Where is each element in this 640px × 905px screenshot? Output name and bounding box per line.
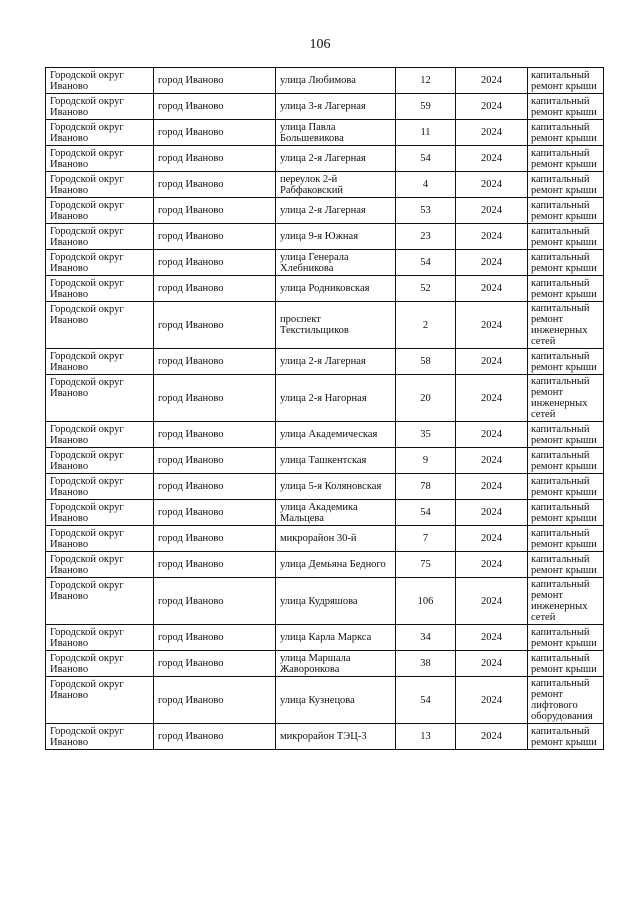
table-row [46,375,604,422]
district-cell: Городской округ Иваново [46,349,154,375]
table-row [46,552,604,578]
table-row [46,578,604,625]
city-cell: город Иваново [154,448,276,474]
city-cell: город Иваново [154,276,276,302]
year-cell: 2024 [456,448,528,474]
table-row [46,474,604,500]
house-number-cell: 35 [396,422,456,448]
district-cell: Городской округ Иваново [46,724,154,750]
district-cell: Городской округ Иваново [46,302,154,349]
table-row [46,526,604,552]
district-cell: Городской округ Иваново [46,198,154,224]
city-cell: город Иваново [154,422,276,448]
work-type-cell: капитальный ремонт крыши [528,250,604,276]
district-cell: Городской округ Иваново [46,94,154,120]
year-cell: 2024 [456,120,528,146]
work-type-cell: капитальный ремонт крыши [528,474,604,500]
district-cell: Городской округ Иваново [46,526,154,552]
city-cell: город Иваново [154,224,276,250]
street-cell: переулок 2-й Рабфаковский [276,172,396,198]
district-cell: Городской округ Иваново [46,677,154,724]
work-type-cell: капитальный ремонт инженерных сетей [528,578,604,625]
work-type-cell: капитальный ремонт крыши [528,68,604,94]
table-row [46,120,604,146]
street-cell: улица Любимова [276,68,396,94]
district-cell: Городской округ Иваново [46,276,154,302]
work-type-cell: капитальный ремонт крыши [528,724,604,750]
table-row [46,172,604,198]
house-number-cell: 4 [396,172,456,198]
street-cell: улица Ташкентская [276,448,396,474]
table-row [46,146,604,172]
house-number-cell: 13 [396,724,456,750]
city-cell: город Иваново [154,724,276,750]
street-cell: улица 2-я Нагорная [276,375,396,422]
street-cell: улица Генерала Хлебникова [276,250,396,276]
city-cell: город Иваново [154,651,276,677]
house-number-cell: 75 [396,552,456,578]
street-cell: улица Родниковская [276,276,396,302]
year-cell: 2024 [456,677,528,724]
house-number-cell: 11 [396,120,456,146]
street-cell: микрорайон ТЭЦ-3 [276,724,396,750]
house-number-cell: 23 [396,224,456,250]
district-cell: Городской округ Иваново [46,651,154,677]
house-number-cell: 54 [396,500,456,526]
table-row [46,276,604,302]
year-cell: 2024 [456,94,528,120]
table-row [46,625,604,651]
table-row [46,224,604,250]
city-cell: город Иваново [154,302,276,349]
district-cell: Городской округ Иваново [46,120,154,146]
work-type-cell: капитальный ремонт крыши [528,500,604,526]
work-type-cell: капитальный ремонт инженерных сетей [528,302,604,349]
table-row [46,349,604,375]
house-number-cell: 9 [396,448,456,474]
year-cell: 2024 [456,250,528,276]
district-cell: Городской округ Иваново [46,146,154,172]
year-cell: 2024 [456,224,528,250]
year-cell: 2024 [456,651,528,677]
work-type-cell: капитальный ремонт крыши [528,276,604,302]
district-cell: Городской округ Иваново [46,422,154,448]
house-number-cell: 54 [396,146,456,172]
table-row [46,94,604,120]
table-row [46,68,604,94]
house-number-cell: 54 [396,250,456,276]
street-cell: улица 2-я Лагерная [276,349,396,375]
year-cell: 2024 [456,578,528,625]
street-cell: улица 2-я Лагерная [276,146,396,172]
district-cell: Городской округ Иваново [46,68,154,94]
year-cell: 2024 [456,198,528,224]
year-cell: 2024 [456,375,528,422]
city-cell: город Иваново [154,474,276,500]
city-cell: город Иваново [154,500,276,526]
street-cell: улица Академическая [276,422,396,448]
year-cell: 2024 [456,349,528,375]
work-type-cell: капитальный ремонт крыши [528,198,604,224]
city-cell: город Иваново [154,68,276,94]
house-number-cell: 59 [396,94,456,120]
works-table [45,67,604,750]
street-cell: улица 2-я Лагерная [276,198,396,224]
street-cell: улица 5-я Коляновская [276,474,396,500]
work-type-cell: капитальный ремонт крыши [528,224,604,250]
city-cell: город Иваново [154,625,276,651]
city-cell: город Иваново [154,526,276,552]
table-row [46,500,604,526]
year-cell: 2024 [456,500,528,526]
district-cell: Городской округ Иваново [46,375,154,422]
year-cell: 2024 [456,474,528,500]
work-type-cell: капитальный ремонт крыши [528,94,604,120]
year-cell: 2024 [456,625,528,651]
work-type-cell: капитальный ремонт лифтового оборудования [528,677,604,724]
table-row [46,302,604,349]
year-cell: 2024 [456,302,528,349]
street-cell: улица Кузнецова [276,677,396,724]
district-cell: Городской округ Иваново [46,250,154,276]
street-cell: проспект Текстильщиков [276,302,396,349]
city-cell: город Иваново [154,349,276,375]
year-cell: 2024 [456,552,528,578]
year-cell: 2024 [456,276,528,302]
street-cell: улица Маршала Жаворонкова [276,651,396,677]
work-type-cell: капитальный ремонт крыши [528,172,604,198]
work-type-cell: капитальный ремонт инженерных сетей [528,375,604,422]
district-cell: Городской округ Иваново [46,172,154,198]
city-cell: город Иваново [154,677,276,724]
district-cell: Городской округ Иваново [46,552,154,578]
district-cell: Городской округ Иваново [46,500,154,526]
work-type-cell: капитальный ремонт крыши [528,146,604,172]
street-cell: улица Павла Большевикова [276,120,396,146]
city-cell: город Иваново [154,250,276,276]
city-cell: город Иваново [154,578,276,625]
table-row [46,651,604,677]
city-cell: город Иваново [154,120,276,146]
work-type-cell: капитальный ремонт крыши [528,526,604,552]
district-cell: Городской округ Иваново [46,625,154,651]
house-number-cell: 106 [396,578,456,625]
house-number-cell: 78 [396,474,456,500]
house-number-cell: 52 [396,276,456,302]
district-cell: Городской округ Иваново [46,224,154,250]
table-row [46,677,604,724]
work-type-cell: капитальный ремонт крыши [528,625,604,651]
table-row [46,422,604,448]
house-number-cell: 38 [396,651,456,677]
district-cell: Городской округ Иваново [46,578,154,625]
street-cell: улица Кудряшова [276,578,396,625]
house-number-cell: 54 [396,677,456,724]
district-cell: Городской округ Иваново [46,448,154,474]
year-cell: 2024 [456,724,528,750]
house-number-cell: 58 [396,349,456,375]
house-number-cell: 12 [396,68,456,94]
street-cell: улица Академика Мальцева [276,500,396,526]
street-cell: улица 3-я Лагерная [276,94,396,120]
street-cell: улица 9-я Южная [276,224,396,250]
city-cell: город Иваново [154,94,276,120]
year-cell: 2024 [456,422,528,448]
work-type-cell: капитальный ремонт крыши [528,422,604,448]
house-number-cell: 20 [396,375,456,422]
house-number-cell: 53 [396,198,456,224]
house-number-cell: 34 [396,625,456,651]
city-cell: город Иваново [154,552,276,578]
work-type-cell: капитальный ремонт крыши [528,448,604,474]
street-cell: микрорайон 30-й [276,526,396,552]
year-cell: 2024 [456,172,528,198]
city-cell: город Иваново [154,172,276,198]
city-cell: город Иваново [154,198,276,224]
district-cell: Городской округ Иваново [46,474,154,500]
street-cell: улица Карла Маркса [276,625,396,651]
table-row [46,724,604,750]
page-number: 106 [309,37,331,52]
table-row [46,198,604,224]
work-type-cell: капитальный ремонт крыши [528,552,604,578]
house-number-cell: 7 [396,526,456,552]
work-type-cell: капитальный ремонт крыши [528,120,604,146]
street-cell: улица Демьяна Бедного [276,552,396,578]
year-cell: 2024 [456,146,528,172]
city-cell: город Иваново [154,146,276,172]
table-row [46,448,604,474]
city-cell: город Иваново [154,375,276,422]
work-type-cell: капитальный ремонт крыши [528,349,604,375]
year-cell: 2024 [456,526,528,552]
table-row [46,250,604,276]
house-number-cell: 2 [396,302,456,349]
work-type-cell: капитальный ремонт крыши [528,651,604,677]
year-cell: 2024 [456,68,528,94]
